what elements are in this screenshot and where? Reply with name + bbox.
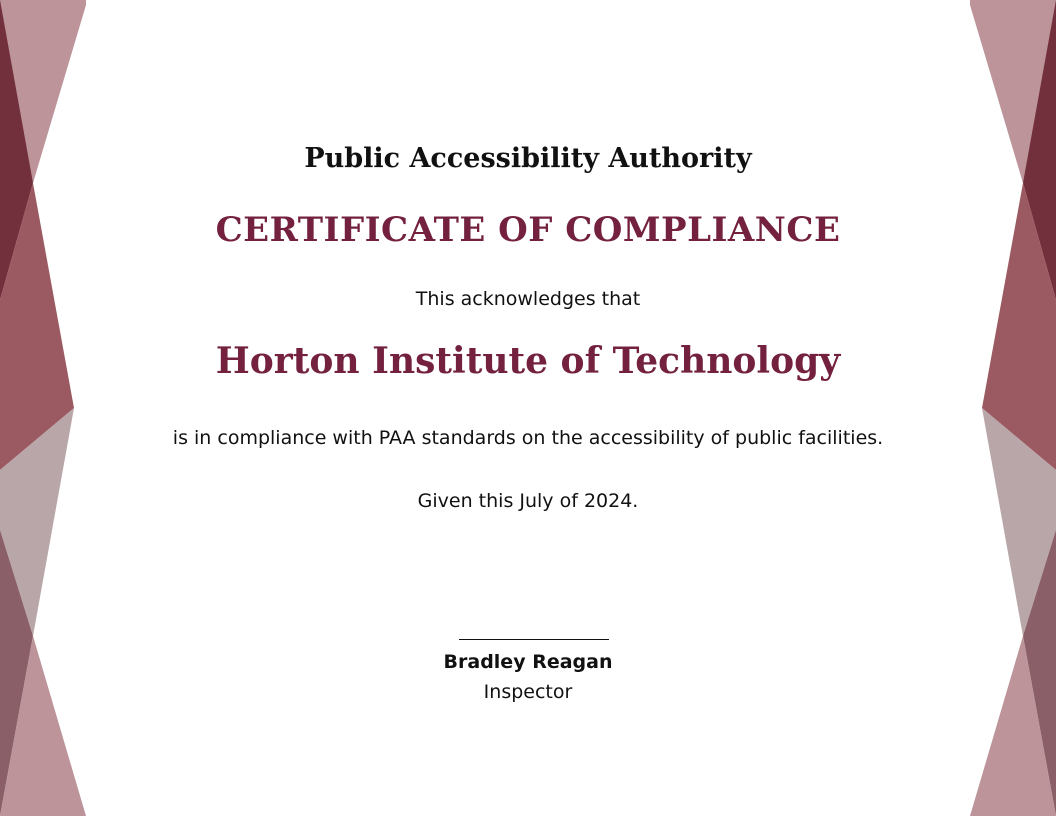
left-border-decoration (0, 0, 90, 816)
organization-name: Public Accessibility Authority (304, 143, 752, 174)
right-border-decoration (966, 0, 1056, 816)
issue-date: Given this July of 2024. (417, 490, 639, 512)
certificate-title: CERTIFICATE OF COMPLIANCE (215, 210, 841, 250)
certificate-content (90, 0, 966, 816)
signer-name: Bradley Reagan (443, 651, 613, 673)
intro-text: This acknowledges that (415, 288, 641, 310)
compliance-statement: is in compliance with PAA standards on the accessibility of public facilities. (172, 427, 884, 449)
signature-line (459, 639, 609, 640)
signer-title: Inspector (483, 681, 573, 703)
recipient-name: Horton Institute of Technology (215, 340, 841, 382)
